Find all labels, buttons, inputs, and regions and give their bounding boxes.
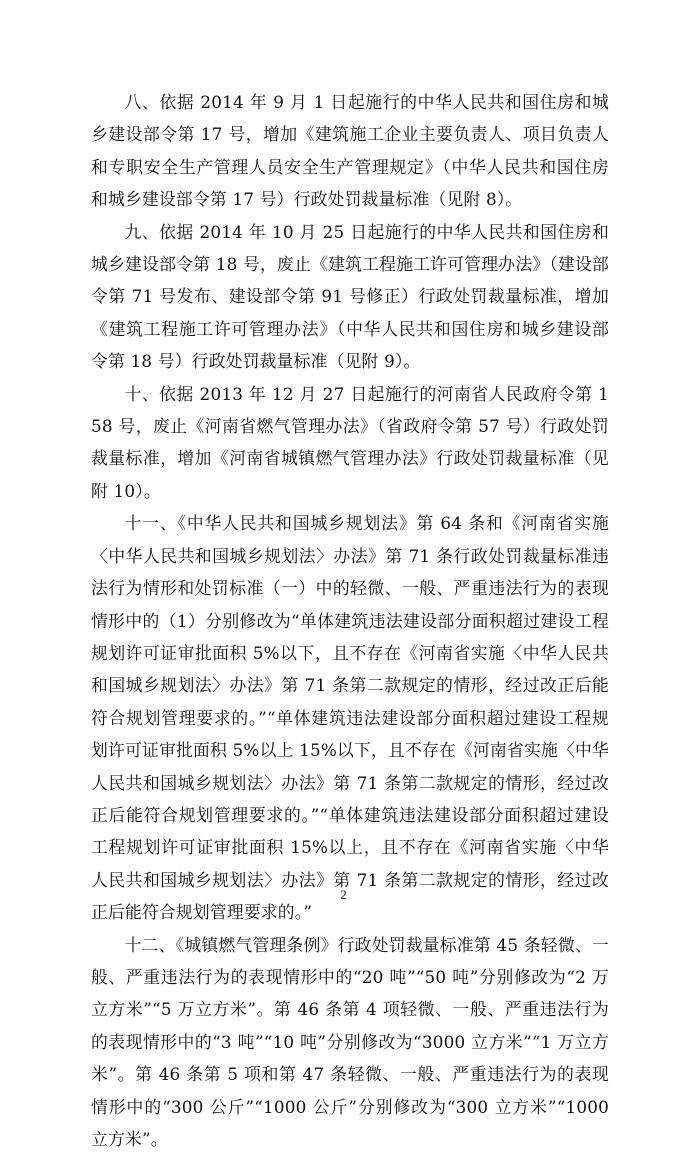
paragraph-item-9: 九、依据 2014 年 10 月 25 日起施行的中华人民共和国住房和城乡建设部令第 18 号，废止《建筑工程施工许可管理办法》（建设部令第 71 号发布、建设部令第 91 号修正）行政处罚裁量标准，增加《建筑工程施工许可管理办法》（中华人民共和国住房和城乡建设部令第 18 号）行政处罚裁量标准（见附 9）。 [91,221,609,372]
paragraph-item-10: 十、依据 2013 年 12 月 27 日起施行的河南省人民政府令第 158 号，废止《河南省燃气管理办法》（省政府令第 57 号）行政处罚裁量标准，增加《河南省城镇燃气管理办法》行政处罚裁量标准（见附 10）。 [91,383,609,501]
paragraph-item-12: 十二、《城镇燃气管理条例》行政处罚裁量标准第 45 条轻微、一般、严重违法行为的表现情形中的“20 吨”“50 吨”分别修改为“2 万立方米”“5 万立方米”。第 46 条第 4 项轻微、一般、严重违法行为的表现情形中的“3 吨”“10 吨”分别修改为“3000 立方米”“1 万立方米”。第 46 条第 5 项和第 47 条轻微、一般、严重违法行为的表现情形中的“300 公斤”“1000 公斤”分别修改为“300 立方米”“1000 立方米”。 [91,934,609,1149]
paragraph-item-8: 八、依据 2014 年 9 月 1 日起施行的中华人民共和国住房和城乡建设部令第 17 号，增加《建筑施工企业主要负责人、项目负责人和专职安全生产管理人员安全生产管理规定》（中华人民共和国住房和城乡建设部令第 17 号）行政处罚裁量标准（见附 8）。 [91,92,609,210]
paragraph-item-11: 十一、《中华人民共和国城乡规划法》第 64 条和《河南省实施〈中华人民共和国城乡规划法〉办法》第 71 条行政处罚裁量标准违法行为情形和处罚标准（一）中的轻微、一般、严重违法行为的表现情形中的（1）分别修改为“单体建筑违法建设部分面积超过建设工程规划许可证审批面积 5%以下，且不存在《河南省实施〈中华人民共和国城乡规划法〉办法》第 71 条第二款规定的情形，经过改正后能符合规划管理要求的。”“单体建筑违法建设部分面积超过建设工程规划许可证审批面积 5%以上 15%以下，且不存在《河南省实施〈中华人民共和国城乡规划法〉办法》第 71 条第二款规定的情形，经过改正后能符合规划管理要求的。”“单体建筑违法建设部分面积超过建设工程规划许可证审批面积 15%以上，且不存在《河南省实施〈中华人民共和国城乡规划法〉办法》第 71 条第二款规定的情形，经过改正后能符合规划管理要求的。” [91,513,609,923]
document-body [91,86,609,1155]
page-number: 2 [340,887,347,902]
